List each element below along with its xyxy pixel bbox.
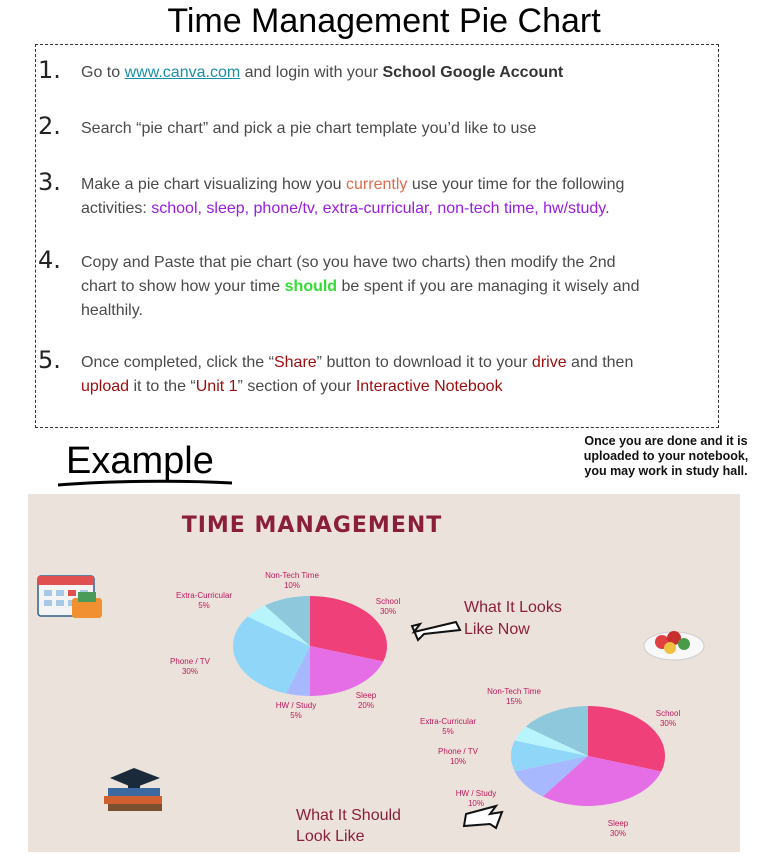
slice-percent: 30% — [659, 719, 677, 728]
step-text: Make a pie chart visualizing how you currently use your time for the following activities: school, sleep, phone/tv, extra-curricular, non-tech time, hw/study. — [81, 176, 625, 217]
step-text: Go to www.canva.com and login with your School Google Account — [81, 64, 564, 81]
callout-should: What It Should — [296, 807, 401, 824]
slice-label: School — [655, 709, 681, 718]
example-underline — [56, 478, 236, 490]
slice-percent: 30% — [379, 607, 397, 616]
slice-label: HW / Study — [455, 789, 497, 798]
slice-percent: 10% — [283, 581, 301, 590]
slice-label: Extra-Curricular — [175, 591, 233, 600]
step-number: 2. — [38, 112, 61, 140]
step-text: Once completed, click the “Share” button to download it to your drive and then upload it to the “Unit 1” section of your Interactive Notebook — [81, 354, 634, 395]
slice-percent: 5% — [442, 727, 454, 736]
example-heading: Example — [66, 440, 214, 482]
callout-should: Look Like — [296, 828, 365, 845]
slice-label: Sleep — [355, 691, 377, 700]
slice-label: School — [375, 597, 401, 606]
poster-canvas — [28, 494, 740, 852]
slice-percent: 20% — [357, 701, 375, 710]
step-text: Copy and Paste that pie chart (so you have two charts) then modify the 2nd chart to show how your time should be spent if you are managing it wisely and healthily. — [81, 254, 640, 319]
slice-label: Non-Tech Time — [265, 571, 319, 580]
slice-percent: 10% — [449, 757, 467, 766]
slice-label: HW / Study — [275, 701, 317, 710]
callout-now: What It Looks — [464, 599, 562, 616]
slice-label: Non-Tech Time — [487, 687, 541, 696]
step-number: 5. — [38, 346, 61, 374]
slice-percent: 30% — [181, 667, 199, 676]
slice-percent: 5% — [198, 601, 210, 610]
calendar-icon — [38, 576, 102, 618]
slice-percent: 30% — [609, 829, 627, 838]
callout-now: Like Now — [464, 621, 530, 638]
slice-label: Phone / TV — [170, 657, 210, 666]
slice-label: Phone / TV — [438, 747, 478, 756]
step-number: 1. — [38, 56, 61, 84]
step-text: Search “pie chart” and pick a pie chart template you’d like to use — [81, 120, 537, 137]
slice-label: Sleep — [607, 819, 629, 828]
step-number: 4. — [38, 246, 61, 274]
study-hall-note: Once you are done and it is uploaded to your notebook, you may work in study hall. — [583, 434, 749, 478]
example-poster — [28, 494, 740, 852]
canva-link[interactable]: www.canva.com — [124, 64, 241, 81]
poster-title: TIME MANAGEMENT — [181, 513, 443, 538]
slice-percent: 15% — [505, 697, 523, 706]
slice-percent: 10% — [467, 799, 485, 808]
slice-percent: 5% — [290, 711, 302, 720]
slice-label: Extra-Curricular — [419, 717, 477, 726]
page-title: Time Management Pie Chart — [167, 2, 601, 40]
instructions-box — [35, 44, 719, 428]
step-number: 3. — [38, 168, 61, 196]
